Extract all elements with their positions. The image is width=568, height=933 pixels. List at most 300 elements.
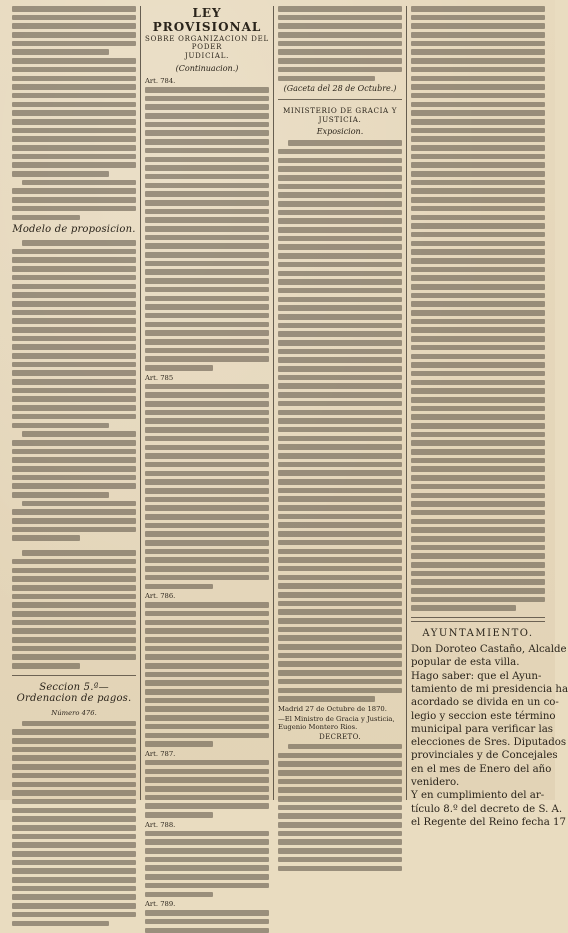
text-line bbox=[145, 795, 269, 801]
text-line bbox=[12, 834, 136, 840]
text-line bbox=[145, 831, 269, 837]
signature-minister: —El Ministro de Gracia y Justicia, Eugenio Montero Rios. bbox=[278, 714, 395, 731]
text-line bbox=[12, 602, 136, 608]
text-line bbox=[278, 410, 402, 416]
text-line bbox=[411, 493, 545, 499]
text-line bbox=[411, 15, 545, 21]
gaceta-reference: (Gaceta del 28 de Octubre.) bbox=[283, 84, 397, 94]
text-line bbox=[12, 41, 136, 47]
text-line bbox=[145, 217, 269, 223]
text-line bbox=[278, 227, 402, 233]
text-line bbox=[145, 584, 213, 590]
ayuntamiento-heading: AYUNTAMIENTO. bbox=[422, 628, 534, 640]
text-line bbox=[411, 354, 545, 360]
text-line bbox=[145, 339, 269, 345]
text-line bbox=[12, 379, 136, 385]
text-line bbox=[145, 287, 269, 293]
text-line bbox=[145, 848, 269, 854]
text-line bbox=[22, 721, 136, 727]
text-line bbox=[12, 782, 136, 788]
text-line bbox=[12, 336, 136, 342]
text-line bbox=[288, 140, 402, 146]
text-line bbox=[145, 910, 269, 916]
notice-line: provinciales y de Concejales bbox=[411, 750, 558, 762]
text-line bbox=[278, 670, 402, 676]
text-line bbox=[278, 427, 402, 433]
text-line bbox=[278, 279, 402, 285]
text-line bbox=[411, 67, 545, 73]
text-line bbox=[411, 475, 545, 481]
text-line bbox=[411, 102, 545, 108]
text-line bbox=[278, 210, 402, 216]
text-line bbox=[411, 171, 545, 177]
model-heading: Modelo de proposicion. bbox=[12, 224, 136, 236]
text-line bbox=[12, 527, 136, 533]
text-line bbox=[411, 241, 545, 247]
text-line bbox=[278, 514, 402, 520]
text-line bbox=[12, 344, 136, 350]
text-line bbox=[145, 87, 269, 93]
notice-line: Hago saber: que el Ayun- bbox=[411, 670, 542, 682]
text-line bbox=[278, 392, 402, 398]
text-line bbox=[278, 32, 402, 38]
text-line bbox=[12, 620, 136, 626]
text-line bbox=[411, 258, 545, 264]
text-line bbox=[12, 825, 136, 831]
text-line bbox=[411, 275, 545, 281]
text-line bbox=[278, 627, 402, 633]
text-line bbox=[145, 620, 269, 626]
text-line bbox=[12, 509, 136, 515]
text-line bbox=[411, 110, 545, 116]
text-line bbox=[145, 384, 269, 390]
text-line bbox=[145, 122, 269, 128]
text-line bbox=[278, 609, 402, 615]
text-line bbox=[12, 576, 136, 582]
text-line bbox=[12, 518, 136, 524]
text-line bbox=[278, 15, 402, 21]
text-line bbox=[411, 536, 545, 542]
text-line bbox=[145, 479, 269, 485]
text-line bbox=[145, 427, 269, 433]
text-line bbox=[12, 440, 136, 446]
article-788-label: Art. 788. bbox=[145, 820, 176, 829]
text-line bbox=[12, 162, 136, 168]
text-line bbox=[12, 405, 136, 411]
text-line bbox=[411, 119, 545, 125]
text-line bbox=[411, 58, 545, 64]
text-line bbox=[278, 297, 402, 303]
text-line bbox=[12, 318, 136, 324]
text-line bbox=[145, 769, 269, 775]
text-line bbox=[12, 816, 136, 822]
article-784-label: Art. 784. bbox=[145, 77, 176, 85]
text-line bbox=[12, 249, 136, 255]
ayuntamiento-notice bbox=[411, 643, 568, 829]
text-line bbox=[278, 357, 402, 363]
text-line bbox=[145, 165, 269, 171]
text-line bbox=[145, 883, 269, 889]
text-line bbox=[145, 611, 269, 617]
text-line bbox=[411, 206, 545, 212]
notice-line: en el mes de Enero del año bbox=[411, 763, 552, 775]
text-line bbox=[411, 162, 545, 168]
text-line bbox=[145, 857, 269, 863]
text-line bbox=[145, 865, 269, 871]
text-line bbox=[12, 301, 136, 307]
text-line bbox=[145, 760, 269, 766]
column-3 bbox=[274, 6, 406, 800]
text-line bbox=[411, 319, 545, 325]
text-line bbox=[411, 223, 545, 229]
text-line bbox=[411, 362, 545, 368]
text-line bbox=[145, 445, 269, 451]
column-4 bbox=[407, 6, 568, 828]
text-line bbox=[145, 646, 269, 652]
column-1 bbox=[8, 6, 140, 800]
text-line bbox=[278, 661, 402, 667]
text-line bbox=[145, 278, 269, 284]
text-line bbox=[145, 269, 269, 275]
text-line bbox=[411, 345, 545, 351]
text-line bbox=[278, 401, 402, 407]
text-line bbox=[411, 414, 545, 420]
text-line bbox=[145, 183, 269, 189]
text-line bbox=[12, 483, 136, 489]
text-line bbox=[12, 23, 136, 29]
text-line bbox=[278, 288, 402, 294]
text-line bbox=[12, 868, 136, 874]
text-line bbox=[278, 592, 402, 598]
text-line bbox=[278, 383, 402, 389]
text-line bbox=[411, 267, 545, 273]
text-line bbox=[12, 492, 109, 498]
text-line bbox=[411, 76, 545, 82]
text-line bbox=[145, 235, 269, 241]
text-line bbox=[145, 803, 269, 809]
text-line bbox=[278, 522, 402, 528]
text-line bbox=[12, 877, 136, 883]
text-line bbox=[12, 628, 136, 634]
text-line bbox=[278, 23, 402, 29]
text-line bbox=[278, 796, 402, 802]
text-line bbox=[145, 777, 269, 783]
text-line bbox=[12, 49, 109, 55]
text-line bbox=[145, 365, 213, 371]
text-line bbox=[145, 733, 269, 739]
text-line bbox=[12, 773, 136, 779]
text-line bbox=[278, 644, 402, 650]
text-line bbox=[12, 755, 136, 761]
text-line bbox=[145, 654, 269, 660]
text-line bbox=[145, 505, 269, 511]
text-line bbox=[145, 471, 269, 477]
text-line bbox=[145, 488, 269, 494]
text-line bbox=[411, 571, 545, 577]
text-line bbox=[278, 831, 402, 837]
text-line bbox=[145, 566, 269, 572]
text-line bbox=[145, 628, 269, 634]
text-line bbox=[411, 597, 545, 603]
text-line bbox=[411, 293, 545, 299]
article-786-label: Art. 786. bbox=[145, 592, 176, 601]
text-line bbox=[12, 729, 136, 735]
text-line bbox=[278, 496, 402, 502]
text-line bbox=[145, 296, 269, 302]
text-line bbox=[278, 67, 402, 73]
text-line bbox=[145, 410, 269, 416]
text-line bbox=[278, 349, 402, 355]
text-line bbox=[12, 466, 136, 472]
text-line bbox=[12, 215, 80, 221]
text-line bbox=[411, 215, 545, 221]
text-line bbox=[145, 680, 269, 686]
text-line bbox=[12, 292, 136, 298]
text-line bbox=[411, 588, 545, 594]
text-line bbox=[411, 388, 545, 394]
text-line bbox=[278, 436, 402, 442]
text-line bbox=[278, 58, 402, 64]
text-line bbox=[278, 149, 402, 155]
text-line bbox=[145, 919, 269, 925]
text-line bbox=[12, 808, 136, 814]
text-line bbox=[12, 886, 136, 892]
text-line bbox=[278, 557, 402, 563]
text-line bbox=[22, 431, 136, 437]
text-line bbox=[145, 174, 269, 180]
text-line bbox=[278, 41, 402, 47]
text-line bbox=[278, 340, 402, 346]
text-line bbox=[411, 605, 516, 611]
text-line bbox=[411, 406, 545, 412]
text-line bbox=[12, 128, 136, 134]
text-line bbox=[12, 119, 136, 125]
text-line bbox=[411, 327, 545, 333]
text-line bbox=[12, 851, 136, 857]
text-line bbox=[12, 310, 136, 316]
text-line bbox=[145, 523, 269, 529]
text-line bbox=[278, 761, 402, 767]
text-line bbox=[278, 462, 402, 468]
text-line bbox=[22, 240, 136, 246]
notice-line: municipal para verificar las bbox=[411, 723, 554, 735]
law-subtitle-2: JUDICIAL. bbox=[184, 52, 230, 60]
text-line bbox=[145, 672, 269, 678]
text-line bbox=[145, 812, 213, 818]
text-line bbox=[411, 484, 545, 490]
text-line bbox=[411, 432, 545, 438]
text-line bbox=[145, 602, 269, 608]
text-line bbox=[145, 209, 269, 215]
text-line bbox=[145, 462, 269, 468]
text-line bbox=[12, 738, 136, 744]
article-787-label: Art. 787. bbox=[145, 749, 176, 758]
text-line bbox=[278, 158, 402, 164]
signature-date: Madrid 27 de Octubre de 1870. bbox=[278, 704, 387, 713]
divider bbox=[12, 675, 136, 676]
text-line bbox=[145, 839, 269, 845]
text-line bbox=[12, 32, 136, 38]
text-line bbox=[411, 49, 545, 55]
notice-line: Don Doroteo Castaño, Alcalde bbox=[411, 644, 567, 656]
text-line bbox=[278, 479, 402, 485]
text-line bbox=[145, 104, 269, 110]
text-line bbox=[145, 252, 269, 258]
text-line bbox=[411, 128, 545, 134]
text-line bbox=[278, 305, 402, 311]
text-line bbox=[12, 145, 136, 151]
text-line bbox=[278, 184, 402, 190]
text-line bbox=[145, 741, 213, 747]
text-line bbox=[145, 698, 269, 704]
text-line bbox=[411, 423, 545, 429]
text-line bbox=[145, 724, 269, 730]
text-line bbox=[278, 848, 402, 854]
text-line bbox=[411, 501, 545, 507]
text-line bbox=[278, 822, 402, 828]
text-line bbox=[278, 696, 375, 702]
notice-line: Y en cumplimiento del ar- bbox=[411, 790, 545, 802]
text-line bbox=[278, 488, 402, 494]
text-line bbox=[12, 423, 109, 429]
text-line bbox=[278, 253, 402, 259]
text-line bbox=[145, 715, 269, 721]
notice-line: acordado se divida en un co- bbox=[411, 697, 559, 709]
text-line bbox=[278, 192, 402, 198]
text-line bbox=[278, 236, 402, 242]
text-line bbox=[411, 180, 545, 186]
text-line bbox=[278, 201, 402, 207]
text-line bbox=[145, 514, 269, 520]
text-line bbox=[278, 505, 402, 511]
text-line bbox=[278, 531, 402, 537]
text-line bbox=[278, 688, 402, 694]
text-line bbox=[12, 894, 136, 900]
text-line bbox=[145, 348, 269, 354]
text-line bbox=[278, 857, 402, 863]
column-rule bbox=[406, 6, 407, 800]
decreto-heading: DECRETO. bbox=[319, 732, 361, 741]
text-line bbox=[145, 148, 269, 154]
text-line bbox=[12, 388, 136, 394]
text-line bbox=[145, 497, 269, 503]
text-line bbox=[145, 706, 269, 712]
text-line bbox=[12, 154, 136, 160]
text-line bbox=[278, 839, 402, 845]
text-line bbox=[12, 903, 136, 909]
text-line bbox=[411, 32, 545, 38]
text-line bbox=[12, 362, 136, 368]
text-line bbox=[12, 559, 136, 565]
text-line bbox=[411, 579, 545, 585]
text-line bbox=[12, 568, 136, 574]
text-line bbox=[411, 93, 545, 99]
text-line bbox=[12, 790, 136, 796]
divider bbox=[278, 99, 402, 100]
text-line bbox=[22, 501, 136, 507]
text-line bbox=[12, 353, 136, 359]
text-line bbox=[278, 453, 402, 459]
text-line bbox=[411, 188, 545, 194]
text-line bbox=[12, 76, 136, 82]
text-line bbox=[12, 663, 80, 669]
text-line bbox=[411, 510, 545, 516]
text-line bbox=[12, 842, 136, 848]
text-line bbox=[12, 102, 136, 108]
text-line bbox=[278, 653, 402, 659]
text-line bbox=[411, 23, 545, 29]
text-line bbox=[145, 261, 269, 267]
notice-line: tamiento de mi presidencia ha bbox=[411, 683, 568, 695]
text-line bbox=[12, 654, 136, 660]
text-line bbox=[411, 449, 545, 455]
text-line bbox=[145, 313, 269, 319]
text-line bbox=[411, 553, 545, 559]
text-line bbox=[278, 175, 402, 181]
text-line bbox=[12, 266, 136, 272]
text-line bbox=[12, 594, 136, 600]
text-line bbox=[12, 67, 136, 73]
text-line bbox=[278, 813, 402, 819]
text-line bbox=[12, 136, 136, 142]
text-line bbox=[411, 197, 545, 203]
text-line bbox=[145, 401, 269, 407]
text-line bbox=[411, 519, 545, 525]
text-line bbox=[411, 562, 545, 568]
text-line bbox=[12, 921, 109, 927]
text-line bbox=[411, 371, 545, 377]
text-line bbox=[145, 418, 269, 424]
text-line bbox=[278, 444, 402, 450]
text-line bbox=[278, 787, 402, 793]
text-line bbox=[411, 545, 545, 551]
columns bbox=[8, 6, 568, 909]
text-line bbox=[278, 540, 402, 546]
text-line bbox=[12, 370, 136, 376]
text-line bbox=[411, 41, 545, 47]
text-line bbox=[145, 304, 269, 310]
text-line bbox=[145, 874, 269, 880]
text-line bbox=[278, 470, 402, 476]
text-line bbox=[12, 535, 80, 541]
text-line bbox=[12, 637, 136, 643]
text-line bbox=[145, 139, 269, 145]
text-line bbox=[22, 180, 136, 186]
text-line bbox=[278, 314, 402, 320]
text-line bbox=[278, 770, 402, 776]
text-line bbox=[278, 166, 402, 172]
text-line bbox=[145, 356, 269, 362]
notice-line: tículo 8.º del decreto de S. A. bbox=[411, 803, 563, 815]
text-line bbox=[12, 611, 136, 617]
text-line bbox=[411, 84, 545, 90]
text-line bbox=[145, 96, 269, 102]
text-line bbox=[278, 805, 402, 811]
text-line bbox=[278, 549, 402, 555]
notice-line: legio y seccion este término bbox=[411, 710, 556, 722]
text-line bbox=[411, 232, 545, 238]
article-789-label: Art. 789. bbox=[145, 900, 176, 909]
text-line bbox=[145, 322, 269, 328]
text-line bbox=[145, 928, 269, 933]
notice-line: popular de esta villa. bbox=[411, 657, 520, 669]
text-line bbox=[411, 458, 545, 464]
text-line bbox=[12, 414, 136, 420]
exposicion-heading: Exposicion. bbox=[316, 127, 364, 137]
text-line bbox=[12, 257, 136, 263]
notice-line: venidero. bbox=[411, 777, 460, 788]
column-rule bbox=[273, 6, 274, 800]
